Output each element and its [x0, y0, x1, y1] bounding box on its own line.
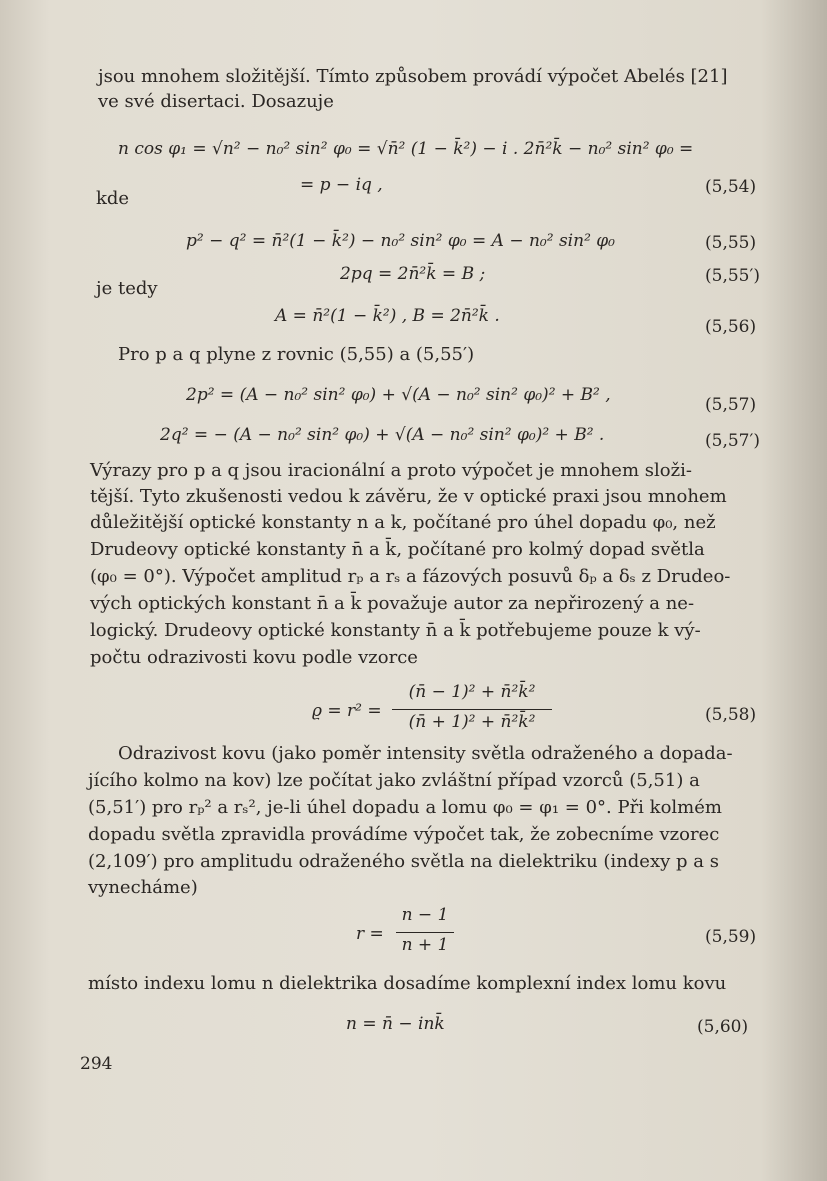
text-line: kde [96, 188, 130, 209]
text-line: jsou mnohem složitější. Tímto způsobem provádí výpočet Abelés [21] [98, 66, 728, 87]
equation-number: (5,55) [705, 233, 757, 253]
text-line: (2,109′) pro amplitudu odraženého světla na dielektriku (indexy p a s [88, 851, 719, 872]
text-line: ve své disertaci. Dosazuje [98, 91, 334, 112]
text-line: vých optických konstant n̄ a k̄ považuje autor za nepřirozený a ne- [90, 593, 695, 614]
equation-5-54-b: = p − iq , [300, 175, 383, 195]
equation-number: (5,55′) [705, 266, 760, 286]
text-line: Drudeovy optické konstanty n̄ a k̄, počítané pro kolmý dopad světla [90, 539, 705, 560]
text-line: důležitější optické konstanty n a k, počítané pro úhel dopadu φ₀, než [90, 512, 716, 533]
page-number: 294 [80, 1054, 113, 1074]
text-line: (5,51′) pro rₚ² a rₛ², je-li úhel dopadu a lomu φ₀ = φ₁ = 0°. Při kolmém [88, 797, 722, 818]
fraction-bar [392, 709, 552, 710]
equation-number: (5,57) [705, 395, 757, 415]
text-line: je tedy [96, 278, 158, 299]
text-line: (φ₀ = 0°). Výpočet amplitud rₚ a rₛ a fázových posuvů δₚ a δₛ z Drudeo- [90, 566, 731, 587]
equation-number: (5,59) [705, 927, 757, 947]
fraction-bar [396, 932, 454, 933]
equation-5-55: p² − q² = n̄²(1 − k̄²) − n₀² sin² φ₀ = A − n₀² sin² φ₀ [186, 231, 616, 251]
text-line: Výrazy pro p a q jsou iracionální a proto výpočet je mnohem složi- [90, 460, 692, 481]
text-line: jícího kolmo na kov) lze počítat jako zvláštní případ vzorců (5,51) a [88, 770, 700, 791]
equation-5-60: n = n̄ − ink̄ [346, 1014, 445, 1034]
equation-number: (5,54) [705, 177, 757, 197]
equation-5-57: 2p² = (A − n₀² sin² φ₀) + √(A − n₀² sin² φ₀)² + B² , [186, 385, 611, 405]
text-line: Odrazivost kovu (jako poměr intensity světla odraženého a dopada- [118, 743, 733, 764]
equation-number: (5,57′) [705, 431, 760, 451]
equation-5-57p: 2q² = − (A − n₀² sin² φ₀) + √(A − n₀² sin² φ₀)² + B² . [160, 425, 605, 445]
equation-number: (5,58) [705, 705, 757, 725]
text-line: vynecháme) [88, 877, 198, 898]
equation-number: (5,60) [697, 1017, 749, 1037]
equation-5-55p: 2pq = 2n̄²k̄ = B ; [340, 264, 486, 284]
equation-number: (5,56) [705, 317, 757, 337]
equation-5-59-numerator: n − 1 [401, 905, 449, 925]
equation-5-59-denominator: n + 1 [401, 935, 449, 955]
text-line: místo indexu lomu n dielektrika dosadíme komplexní index lomu kovu [88, 973, 727, 994]
equation-5-54-a: n cos φ₁ = √n² − n₀² sin² φ₀ = √n̄² (1 − k̄²) − i . 2n̄²k̄ − n₀² sin² φ₀ = [118, 139, 694, 159]
equation-5-58-left: ϱ = r² = [312, 701, 382, 721]
equation-5-56: A = n̄²(1 − k̄²) , B = 2n̄²k̄ . [275, 306, 500, 326]
text-line: logický. Drudeovy optické konstanty n̄ a k̄ potřebujeme pouze k vý- [90, 620, 701, 641]
text-line: dopadu světla zpravidla provádíme výpočet tak, že zobecníme vzorec [88, 824, 720, 845]
equation-5-59-left: r = [356, 924, 384, 944]
equation-5-58-numerator: (n̄ − 1)² + n̄²k̄² [408, 682, 536, 702]
text-line: tější. Tyto zkušenosti vedou k závěru, že v optické praxi jsou mnohem [90, 486, 727, 507]
text-line: počtu odrazivosti kovu podle vzorce [90, 647, 418, 668]
equation-5-58-denominator: (n̄ + 1)² + n̄²k̄² [408, 712, 536, 732]
text-line: Pro p a q plyne z rovnic (5,55) a (5,55′) [118, 344, 475, 365]
